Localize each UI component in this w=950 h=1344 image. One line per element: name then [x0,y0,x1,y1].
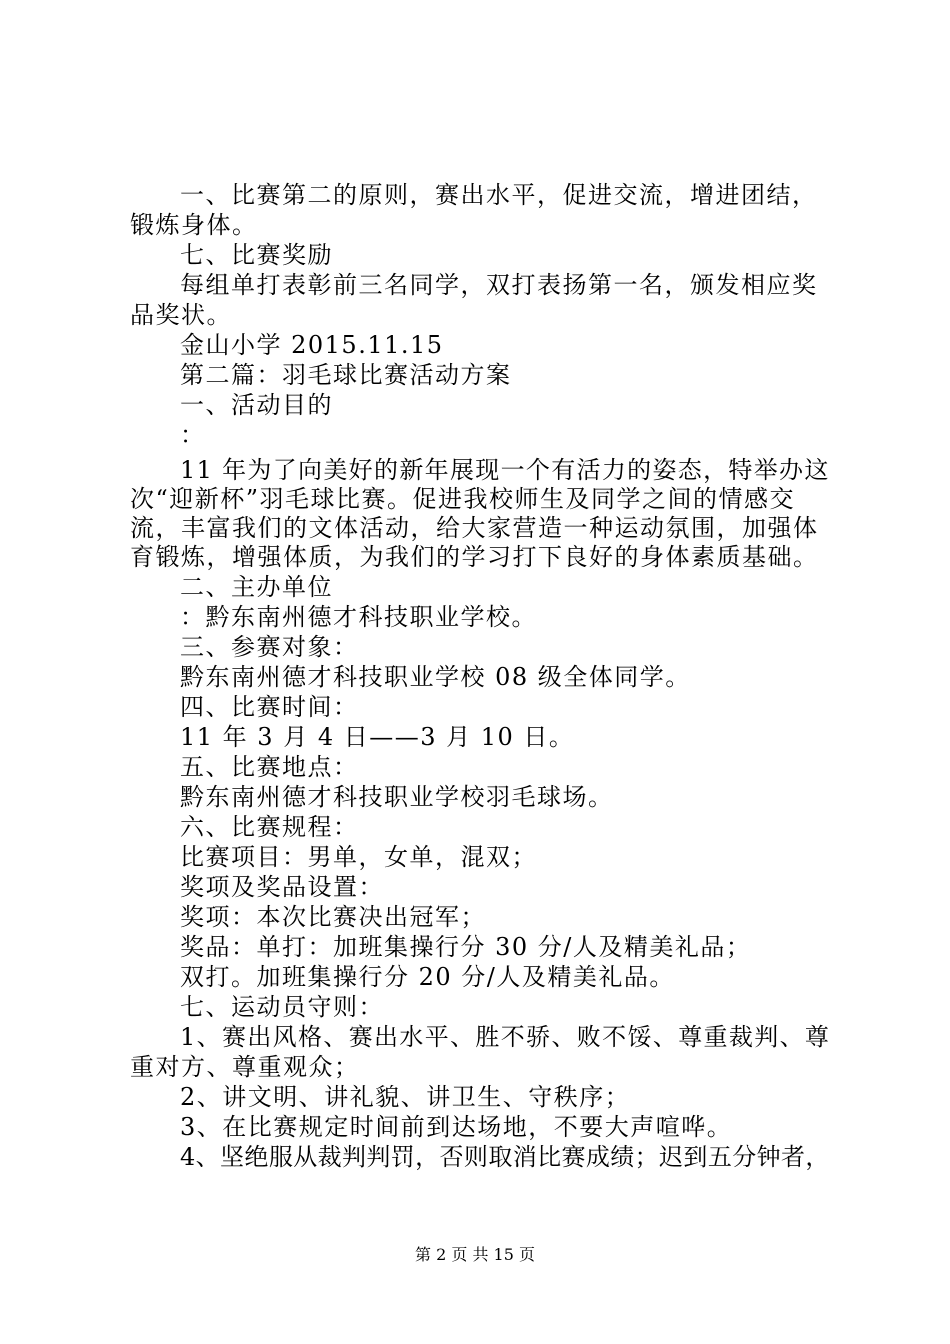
text-line: 1、赛出风格、赛出水平、胜不骄、败不馁、尊重裁判、尊 [180,1023,831,1051]
text-line: ： [180,421,206,449]
section-heading: 三、参赛对象： [180,633,359,661]
text-line: 一、比赛第二的原则，赛出水平，促进交流，增进团结， [180,181,818,209]
page-number-footer: 第 2 页 共 15 页 [415,1245,535,1264]
section-heading: 四、比赛时间： [180,693,359,721]
text-line: 锻炼身体。 [130,211,258,239]
text-line: 11 年 3 月 4 日——3 月 10 日。 [180,723,575,751]
signature-line: 金山小学 2015.11.15 [180,331,444,359]
text-line: 3、在比赛规定时间前到达场地，不要大声喧哗。 [180,1113,733,1141]
chapter-title: 第二篇：羽毛球比赛活动方案 [180,361,512,389]
text-line: 重对方、尊重观众； [130,1053,360,1081]
text-line: 4、坚绝服从裁判判罚，否则取消比赛成绩；迟到五分钟者， [180,1143,830,1171]
section-heading: 七、比赛奖励 [180,241,333,269]
text-line: 11 年为了向美好的新年展现一个有活力的姿态，特举办这 [180,456,830,484]
text-line: 黔东南州德才科技职业学校羽毛球场。 [180,783,614,811]
text-line: 2、讲文明、讲礼貌、讲卫生、守秩序； [180,1083,631,1111]
text-line: 奖项及奖品设置： [180,873,384,901]
text-line: ：黔东南州德才科技职业学校。 [180,603,537,631]
section-heading: 一、活动目的 [180,391,333,419]
text-line: 次“迎新杯”羽毛球比赛。促进我校师生及同学之间的情感交 [130,485,796,513]
text-line: 奖品：单打：加班集操行分 30 分/人及精美礼品； [180,933,752,961]
text-line: 比赛项目：男单，女单，混双； [180,843,537,871]
text-line: 育锻炼，增强体质，为我们的学习打下良好的身体素质基础。 [130,543,819,571]
text-line: 品奖状。 [130,301,232,329]
text-line: 每组单打表彰前三名同学，双打表扬第一名，颁发相应奖 [180,271,818,299]
section-heading: 二、主办单位 [180,573,333,601]
text-line: 黔东南州德才科技职业学校 08 级全体同学。 [180,663,691,691]
text-line: 双打。加班集操行分 20 分/人及精美礼品。 [180,963,675,991]
text-line: 流，丰富我们的文体活动，给大家营造一种运动氛围，加强体 [130,514,819,542]
section-heading: 七、运动员守则： [180,993,384,1021]
text-line: 奖项：本次比赛决出冠军； [180,903,486,931]
section-heading: 六、比赛规程： [180,813,359,841]
section-heading: 五、比赛地点： [180,753,359,781]
